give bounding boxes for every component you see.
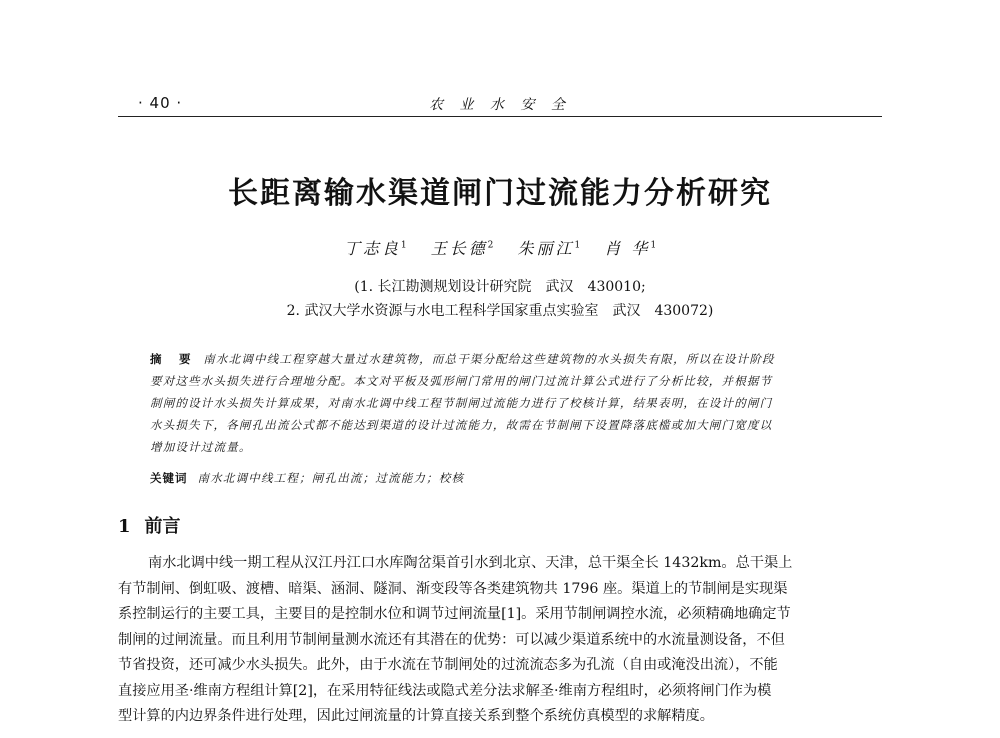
author: 王长德$^2$	[430, 239, 494, 258]
affiliation-1: (1. 长江勘测规划设计研究院 武汉 430010;	[354, 279, 646, 295]
body-line: 直接应用圣·维南方程组计算[2]，在采用特征线法或隐式差分法求解圣·维南方程组时，必须将闸门作为模	[118, 682, 772, 699]
section-title: 前言	[144, 516, 181, 537]
journal-name: 农 业 水 安 全	[429, 97, 571, 113]
paper-title: 长距离输水渠道闸门过流能力分析研究	[228, 176, 772, 211]
abstract-label: 摘 要	[150, 352, 194, 366]
abstract-line: 要对这些水头损失进行合理地分配。本文对平板及弧形闸门常用的闸门过流计算公式进行了分析比较，并根据节	[150, 374, 773, 388]
body-line: 系控制运行的主要工具，主要目的是控制水位和调节过闸流量[1]。采用节制闸调控水流，必须精确地确定节	[118, 606, 791, 622]
author: 肖 华$^1$	[604, 239, 657, 258]
author-list	[0, 236, 1000, 259]
body-line: 南水北调中线一期工程从汉江丹江口水库陶岔渠首引水到北京、天津，总干渠全长 1432km。总干渠上	[148, 555, 793, 571]
abstract-line: 摘 要 南水北调中线工程穿越大量过水建筑物，而总干渠分配给这些建筑物的水头损失有限，所以在设计阶段	[150, 352, 775, 366]
section-number: 1	[118, 516, 131, 537]
section-heading	[118, 512, 181, 538]
author: 朱丽江$^1$	[517, 239, 581, 258]
body-line: 有节制闸、倒虹吸、渡槽、暗渠、涵洞、隧洞、渐变段等各类建筑物共 1796 座。渠道上的节制闸是实现渠	[118, 580, 788, 597]
author: 丁志良$^1$	[343, 239, 407, 258]
body-text	[118, 551, 918, 730]
abstract	[150, 348, 865, 458]
keywords	[150, 470, 464, 486]
running-header	[118, 90, 882, 117]
body-line: 制闸的过闸流量。而且利用节制闸量测水流还有其潜在的优势：可以减少渠道系统中的水流量测设备，不但	[118, 631, 785, 648]
body-line: 节省投资，还可减少水头损失。此外，由于水流在节制闸处的过流流态多为孔流（自由或淹没出流），不能	[118, 657, 778, 673]
abstract-line: 增加设计过流量。	[150, 440, 252, 454]
affiliation-2: 2. 武汉大学水资源与水电工程科学国家重点实验室 武汉 430072)	[286, 303, 714, 319]
keywords-label: 关键词	[150, 471, 188, 485]
page-number: · 40 ·	[138, 94, 183, 112]
abstract-line: 水头损失下，各闸孔出流公式都不能达到渠道的设计过流能力，故需在节制闸下设置降落底槛或加大闸门宽度以	[150, 418, 773, 432]
abstract-line: 制闸的设计水头损失计算成果，对南水北调中线工程节制闸过流能力进行了校核计算，结果表明，在设计的闸门	[150, 396, 773, 410]
body-line: 型计算的内边界条件进行处理，因此过闸流量的计算直接关系到整个系统仿真模型的求解精度。	[118, 708, 714, 724]
keywords-text: 南水北调中线工程；闸孔出流；过流能力；校核	[197, 471, 465, 485]
